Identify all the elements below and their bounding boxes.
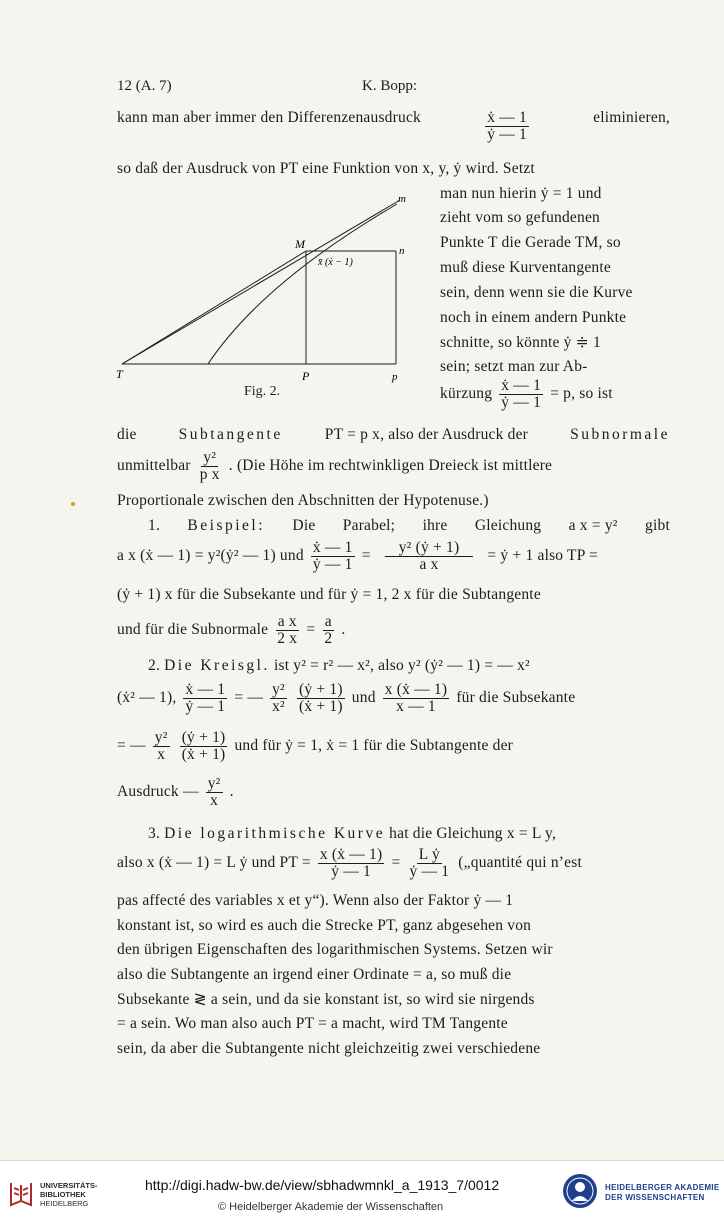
fraction: $\frac{\text{y² (ẏ + 1)}}{\text{a x}}$ — [385, 540, 474, 573]
normal-line — [122, 251, 306, 364]
text-line: muß diese Kurventangente — [440, 259, 611, 276]
viewer-footer — [0, 1160, 724, 1225]
running-header-author: K. Bopp: — [362, 78, 418, 94]
text-line: (ẏ + 1) x für die Subsekante und für ẏ = 1, 2 x für die Subtangente — [117, 586, 541, 603]
text-line: die Subtangente PT = p x, also der Ausdruck der Subnormale — [117, 426, 670, 443]
fraction: $\frac{\text{x (ẋ — 1)}}{x — 1}$ — [384, 681, 448, 715]
label-P: P — [302, 369, 310, 383]
running-header-page-ref: 12 (A. 7) — [117, 78, 172, 94]
text-line: (ẋ² — 1), $\frac{\text{ẋ — 1}}{\text{ẏ — 1}}$ = — $\frac{\text{y²}}{\text{x²}}$ $\frac{\text{(ẏ + 1)}}{\text{(ẋ + 1)}}$ und $\frac{\text{x (ẋ — 1)}}{x — 1}$ für die Subsekante — [117, 681, 576, 715]
text-line: sein, denn wenn sie die Kurve — [440, 284, 633, 301]
label-p: p — [392, 371, 398, 383]
fraction: $\frac{\text{y²}}{\text{p x}}$ — [199, 449, 220, 483]
label-m: m — [398, 193, 406, 205]
figure-2-diagram — [112, 188, 406, 384]
copyright-notice: © Heidelberger Akademie der Wissenschaften — [218, 1201, 444, 1213]
university-library-logo-icon — [8, 1179, 34, 1209]
text-line: unmittelbar $\frac{\text{y²}}{\text{p x}}$ . (Die Höhe im rechtwinkligen Dreieck ist mittlere — [117, 449, 553, 483]
text-line: Proportionale zwischen den Abschnitten der Hypotenuse.) — [117, 492, 489, 509]
text-line: a x (ẋ — 1) = y²(ẏ² — 1) und $\frac{\text{ẋ — 1}}{\text{ẏ — 1}}$ = $\frac{\text{y² (ẏ + 1)}}{\text{a x}}$ = ẏ + 1 also TP = — [117, 539, 598, 573]
fraction: $\frac{\text{ẋ — 1}}{\text{ẏ — 1}}$ — [487, 109, 527, 143]
text-line: Subsekante ≷ a sein, und da sie konstant ist, so wird sie nirgends — [117, 991, 535, 1008]
text-line: 1. Beispiel: Die Parabel; ihre Gleichung a x = y² gibt — [148, 517, 670, 534]
scan-speck — [71, 502, 75, 506]
text-line: Ausdruck — $\frac{\text{y²}}{x}$ . — [117, 775, 234, 809]
curve — [208, 204, 397, 364]
fraction: $\frac{\text{ẋ — 1}}{\text{ẏ — 1}}$ — [312, 539, 353, 573]
text-line: sein; setzt man zur Ab- — [440, 358, 588, 375]
fraction: $\frac{\text{y²}}{x}$ — [207, 775, 221, 809]
text-line: und für die Subnormale $\frac{\text{a x}}{2 x}$ = $\frac{a}{2}$ . — [117, 613, 346, 647]
text-line: sein, da aber die Subtangente nicht gleichzeitig zwei verschiedene — [117, 1040, 541, 1057]
text-line: = — $\frac{\text{y²}}{x}$ $\frac{\text{(ẏ + 1)}}{\text{(ẋ + 1)}}$ und für ẏ = 1, ẋ = 1 für die Subtangente der — [117, 729, 514, 763]
fraction: $\frac{\text{(ẏ + 1)}}{\text{(ẋ + 1)}}$ — [181, 729, 226, 763]
text-line: kürzung $\frac{\text{ẋ — 1}}{\text{ẏ — 1}}$ = p, so ist — [440, 377, 613, 411]
fraction: $\frac{\text{L ẏ}}{\text{ẏ — 1}}$ — [409, 846, 450, 880]
academy-seal-icon — [562, 1173, 598, 1209]
text-line: konstant ist, so wird es auch die Strecke PT, ganz abgesehen von — [117, 917, 532, 934]
fraction: $\frac{\text{x (ẋ — 1)}}{\text{ẏ — 1}}$ — [319, 846, 383, 880]
text-line: noch in einem andern Punkte — [440, 309, 627, 326]
permalink-url[interactable]: http://digi.hadw-bw.de/view/sbhadwmnkl_a_1913_7/0012 — [145, 1177, 500, 1193]
line-TM — [122, 200, 400, 364]
text-line: pas affecté des variables x et y“). Wenn also der Faktor ẏ — 1 — [117, 892, 514, 909]
fraction: $\frac{\text{y²}}{\text{x²}}$ — [272, 681, 285, 715]
fraction: $\frac{\text{a x}}{2 x}$ — [277, 613, 298, 647]
fraction: $\frac{\text{ẋ — 1}}{\text{ẏ — 1}}$ — [501, 377, 542, 411]
label-M: M — [295, 237, 305, 251]
text-line: also die Subtangente an irgend einer Ordinate = a, so muß die — [117, 966, 512, 983]
text-line: den übrigen Eigenschaften des logarithmischen Systems. Setzen wir — [117, 941, 553, 958]
text-line: schnitte, so könnte ẏ ≑ 1 — [440, 334, 601, 351]
label-mid: x̄ (ẋ − 1) — [318, 257, 353, 268]
text-line: so daß der Ausdruck von PT eine Funktion von x, y, ẏ wird. Setzt — [117, 160, 535, 177]
label-n: n — [399, 245, 405, 257]
text-line: zieht vom so gefundenen — [440, 209, 600, 226]
text-line: 3. Die logarithmische Kurve hat die Gleichung x = L y, — [148, 825, 557, 842]
fraction: $\frac{\text{(ẏ + 1)}}{\text{(ẋ + 1)}}$ — [299, 681, 343, 715]
text-line: man nun hierin ẏ = 1 und — [440, 185, 602, 202]
text-line: 2. Die Kreisgl. ist y² = r² — x², also y² (ẏ² — 1) = — x² — [148, 657, 530, 674]
fraction: $\frac{\text{y²}}{x}$ — [154, 729, 168, 763]
academy-name: HEIDELBERGER AKADEMIE DER WISSENSCHAFTEN — [605, 1183, 720, 1202]
text-line: kann man aber immer den Differenzenausdruck $\frac{\text{ẋ — 1}}{\text{ẏ — 1}}$ eliminieren, — [117, 109, 670, 143]
library-name: UNIVERSITÄTS- BIBLIOTHEK HEIDELBERG — [40, 1181, 98, 1208]
text-line: also x (ẋ — 1) = L ẏ und PT = $\frac{\text{x (ẋ — 1)}}{\text{ẏ — 1}}$ = $\frac{\text{L ẏ}}{\text{ẏ — 1}}$ („quantité qui n’est — [117, 846, 582, 880]
fraction: $\frac{a}{2}$ — [324, 613, 333, 647]
fraction: $\frac{\text{ẋ — 1}}{\text{ẏ — 1}}$ — [185, 681, 226, 715]
figure-caption: Fig. 2. — [244, 384, 281, 399]
text-line: = a sein. Wo man also auch PT = a macht, wird TM Tangente — [117, 1015, 508, 1032]
text-line: Punkte T die Gerade TM, so — [440, 234, 621, 251]
label-T: T — [116, 367, 123, 381]
